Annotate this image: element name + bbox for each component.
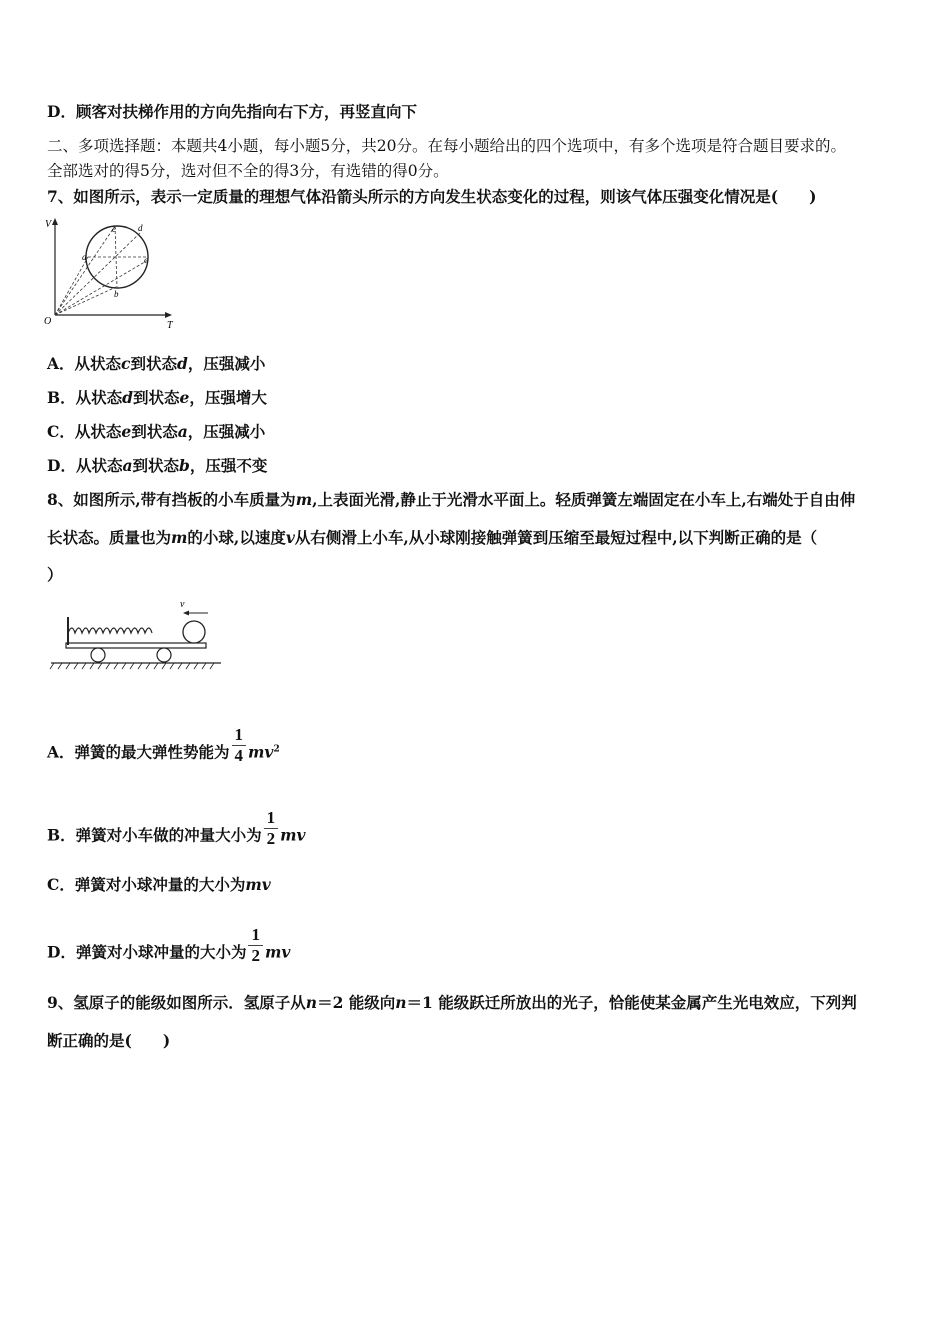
q8-stem-line1-b: ,上表面光滑,静止于光滑水平面上。轻质弹簧左端固定在小车上,右端处于自由伸: [312, 490, 856, 509]
q8-option-c-text: C．弹簧对小球冲量的大小为: [47, 875, 246, 894]
q7-option-c-prefix: C．从状态: [47, 422, 122, 441]
q8-option-d-mv: mv: [264, 942, 291, 962]
q9-stem-line2: 断正确的是( ): [47, 1031, 171, 1050]
q7-option-a-mid: 到状态: [130, 354, 177, 373]
q7-axis-y-label: V: [45, 219, 52, 230]
q7-option-a-suffix: ，压强减小: [187, 354, 266, 373]
q8-option-a[interactable]: [47, 725, 280, 774]
q8-velocity-label: v: [180, 599, 185, 610]
q8-option-d-text: D．弹簧对小球冲量的大小为: [47, 942, 247, 962]
q7-vt-diagram: [42, 215, 182, 335]
q7-t-arrow: [165, 312, 172, 318]
q7-option-c-mid: 到状态: [131, 422, 178, 441]
q7-option-d-suffix: ，压强不变: [189, 456, 268, 475]
q7-option-c[interactable]: [47, 422, 265, 442]
q8-option-a-numerator: 1: [234, 725, 244, 744]
q8-option-b-denominator: 2: [266, 829, 276, 848]
q7-option-b-mid: 到状态: [132, 388, 180, 407]
q8-option-d-denominator: 2: [251, 946, 260, 965]
q8-wheel-left: [91, 648, 105, 662]
q6-option-d: D．顾客对扶梯作用的方向先指向右下方，再竖直向下: [47, 102, 417, 121]
q8-option-c[interactable]: [47, 875, 271, 895]
q8-option-a-fraction: [232, 725, 247, 766]
q7-point-d: d: [138, 223, 143, 233]
q8-option-a-denominator: 4: [234, 746, 244, 765]
q8-option-b-fraction: [264, 808, 279, 849]
q8-stem-line3: ）: [47, 565, 63, 584]
q7-point-e: e: [112, 224, 116, 234]
q7-option-d-prefix: D．从状态: [47, 456, 123, 475]
q9-stem-line1-c: ＝1 能级跃迁所放出的光子，恰能使某金属产生光电效应，下列判: [406, 993, 857, 1012]
q8-option-d[interactable]: [47, 925, 291, 974]
q7-stem: 7、如图所示，表示一定质量的理想气体沿箭头所示的方向发生状态变化的过程，则该气体压强变化情况是( ): [47, 187, 817, 206]
q8-stem-line2: [47, 528, 817, 548]
q7-option-b-suffix: ，压强增大: [189, 388, 267, 407]
q7-option-d-state2: b: [179, 456, 190, 475]
q7-option-a-prefix: A．从状态: [47, 354, 122, 373]
q8-stem-line1-a: 8、如图所示,带有挡板的小车质量为: [47, 490, 296, 509]
q7-option-a-state2: d: [177, 354, 188, 373]
q7-option-c-state1: e: [121, 422, 132, 441]
q7-point-b: b: [114, 289, 119, 299]
q7-option-d[interactable]: [47, 456, 267, 476]
q7-option-a-state1: c: [121, 354, 131, 373]
section2-header-line1: 二、多项选择题：本题共4小题，每小题5分，共20分。在每小题给出的四个选项中，有多个选项是符合题目要求的。: [47, 137, 846, 155]
q7-option-d-mid: 到状态: [132, 456, 180, 475]
q7-option-b-prefix: B．从状态: [47, 388, 123, 407]
q8-ball: [183, 621, 205, 643]
q8-stem-line2-c: 从右侧滑上小车,从小球刚接触弹簧到压缩至最短过程中,以下判断正确的是（: [294, 528, 818, 547]
q8-option-a-mv: mv: [248, 742, 274, 762]
q8-option-a-text: A．弹簧的最大弹性势能为: [47, 742, 230, 762]
q7-option-b-state2: e: [179, 388, 190, 407]
q9-n-symbol-1: n: [305, 993, 318, 1012]
q8-velocity-arrowhead: [183, 611, 189, 616]
q7-line-o-a: [55, 257, 88, 315]
q7-axis-x-label: T: [167, 320, 173, 331]
q8-stem-mass-m: m: [295, 490, 313, 509]
q8-option-c-mv: mv: [245, 875, 271, 894]
section2-header-line2: 全部选对的得5分，选对但不全的得3分，有选错的得0分。: [47, 162, 449, 180]
q7-option-b[interactable]: [47, 388, 267, 408]
q9-stem-line1: [47, 993, 857, 1013]
q9-stem-line1-a: 9、氢原子的能级如图所示．氢原子从: [47, 993, 306, 1012]
q8-spring: [68, 628, 152, 633]
q8-wheel-right: [157, 648, 171, 662]
q8-option-a-exponent: 2: [273, 744, 280, 755]
q7-option-b-state1: d: [122, 388, 133, 407]
q7-option-c-suffix: ，压强减小: [187, 422, 266, 441]
q7-option-d-state1: a: [122, 456, 133, 475]
q8-stem-line2-a: 长状态。质量也为: [47, 528, 172, 547]
q8-cart-body: [66, 643, 206, 648]
q8-stem-line2-b: 的小球,以速度: [187, 528, 286, 547]
q7-point-a: a: [82, 252, 87, 262]
q8-option-d-fraction: [248, 925, 263, 966]
q8-stem-mass-m2: m: [171, 528, 188, 547]
q8-option-b-mv: mv: [280, 825, 306, 845]
q8-stem-line1: [47, 490, 855, 510]
q7-v-arrow: [52, 218, 58, 225]
q9-n-symbol-2: n: [395, 993, 407, 1012]
q7-option-c-state2: a: [177, 422, 188, 441]
q7-line-e-b: [115, 226, 117, 287]
q9-stem-line1-b: ＝2 能级向: [317, 993, 396, 1012]
q8-option-b[interactable]: [47, 808, 306, 857]
q7-point-c: c: [144, 255, 148, 265]
q7-option-a[interactable]: [47, 354, 265, 374]
q8-cart-diagram: [46, 595, 226, 675]
q8-option-b-numerator: 1: [266, 808, 276, 827]
q7-line-o-d: [55, 233, 140, 315]
q8-stem-velocity-v: v: [285, 528, 295, 547]
q8-option-b-text: B．弹簧对小车做的冲量大小为: [47, 825, 262, 845]
q8-option-d-numerator: 1: [251, 925, 260, 944]
q7-origin-label: O: [44, 316, 52, 327]
q7-line-o-c: [55, 260, 148, 315]
